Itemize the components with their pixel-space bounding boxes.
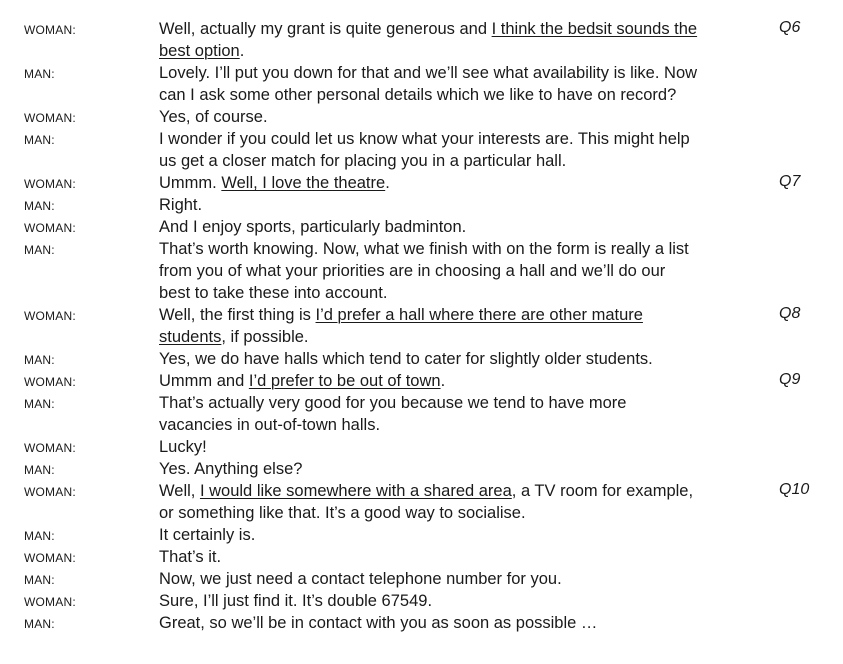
dialogue-line: [159, 84, 676, 106]
dialogue-line: [159, 128, 690, 150]
dialogue-text: from you of what your priorities are in choosing a hall and we’ll do our: [159, 262, 666, 280]
speaker-label: WOMAN:: [24, 551, 76, 565]
dialogue-line: [159, 348, 653, 370]
dialogue-line: [159, 150, 566, 172]
speaker-label: MAN:: [24, 199, 55, 213]
dialogue-text: And I enjoy sports, particularly badminton.: [159, 218, 467, 236]
speaker-label: MAN:: [24, 243, 55, 257]
dialogue-line: [159, 40, 244, 62]
speaker-label: WOMAN:: [24, 221, 76, 235]
dialogue-text: Yes, we do have halls which tend to cater for slightly older students.: [159, 350, 653, 368]
dialogue-text: Right.: [159, 196, 203, 214]
speaker-label: MAN:: [24, 353, 55, 367]
speaker-label: WOMAN:: [24, 441, 76, 455]
dialogue-line: [159, 546, 221, 568]
underlined-answer: students: [159, 328, 222, 346]
dialogue-text: Ummm and: [159, 372, 249, 390]
dialogue-text: best to take these into account.: [159, 284, 388, 302]
dialogue-line: [159, 480, 693, 502]
dialogue-line: [159, 436, 207, 458]
speaker-label: MAN:: [24, 397, 55, 411]
question-number: Q10: [779, 481, 810, 498]
dialogue-line: [159, 172, 390, 194]
dialogue-text: Ummm.: [159, 174, 222, 192]
underlined-answer: I would like somewhere with a shared area: [199, 482, 512, 500]
speaker-label: WOMAN:: [24, 309, 76, 323]
dialogue-text: .: [385, 174, 390, 192]
dialogue-line: [159, 194, 202, 216]
dialogue-text: Well, actually my grant is quite generous and: [159, 20, 492, 38]
dialogue-text: Well,: [159, 482, 200, 500]
question-number: Q9: [779, 371, 801, 388]
question-number: Q8: [779, 305, 801, 322]
speaker-label: WOMAN:: [24, 111, 76, 125]
speaker-label: MAN:: [24, 133, 55, 147]
dialogue-text: I wonder if you could let us know what your interests are. This might help: [159, 130, 690, 148]
dialogue-text: That’s actually very good for you because we tend to have more: [159, 394, 627, 412]
dialogue-line: [159, 590, 432, 612]
dialogue-line: [159, 304, 643, 326]
dialogue-text: , a TV room for example,: [511, 482, 694, 500]
speaker-label: MAN:: [24, 67, 55, 81]
dialogue-text: us get a closer match for placing you in a particular hall.: [159, 152, 567, 170]
speaker-label: WOMAN:: [24, 375, 76, 389]
dialogue-text: Lucky!: [159, 438, 207, 456]
dialogue-line: [159, 18, 697, 40]
dialogue-text: vacancies in out-of-town halls.: [159, 416, 381, 434]
underlined-answer: I think the bedsit sounds the: [491, 20, 698, 38]
dialogue-line: [159, 612, 597, 634]
dialogue-text: Great, so we’ll be in contact with you as soon as possible …: [159, 614, 598, 632]
underlined-answer: I’d prefer a hall where there are other mature: [315, 306, 643, 324]
dialogue-line: [159, 458, 302, 480]
speaker-label: MAN:: [24, 463, 55, 477]
dialogue-text: Yes. Anything else?: [159, 460, 303, 478]
dialogue-line: [159, 260, 665, 282]
dialogue-text: .: [239, 42, 245, 60]
underlined-answer: best option: [159, 42, 240, 60]
dialogue-text: That’s worth knowing. Now, what we finish with on the form is really a list: [159, 240, 689, 258]
dialogue-text: can I ask some other personal details which we like to have on record?: [159, 86, 677, 104]
dialogue-line: [159, 238, 689, 260]
dialogue-line: [159, 524, 255, 546]
dialogue-line: [159, 392, 626, 414]
dialogue-line: [159, 106, 268, 128]
dialogue-line: [159, 326, 309, 348]
dialogue-line: [159, 414, 380, 436]
speaker-label: WOMAN:: [24, 23, 76, 37]
dialogue-text: Well, the first thing is: [159, 306, 316, 324]
dialogue-text: Sure, I’ll just find it. It’s double 67549.: [159, 592, 433, 610]
dialogue-line: [159, 502, 526, 524]
underlined-answer: Well, I love the theatre: [221, 174, 386, 192]
dialogue-line: [159, 370, 445, 392]
question-number: Q7: [779, 173, 801, 190]
speaker-label: WOMAN:: [24, 595, 76, 609]
dialogue-line: [159, 62, 697, 84]
speaker-label: MAN:: [24, 529, 55, 543]
dialogue-line: [159, 568, 562, 590]
dialogue-text: Yes, of course.: [159, 108, 268, 126]
dialogue-text: That’s it.: [159, 548, 222, 566]
speaker-label: MAN:: [24, 617, 55, 631]
dialogue-text: Now, we just need a contact telephone number for you.: [159, 570, 562, 588]
dialogue-line: [159, 216, 466, 238]
dialogue-text: .: [440, 372, 446, 390]
speaker-label: WOMAN:: [24, 177, 76, 191]
dialogue-text: or something like that. It’s a good way to socialise.: [159, 504, 526, 522]
question-number: Q6: [779, 19, 801, 36]
dialogue-line: [159, 282, 387, 304]
dialogue-text: , if possible.: [221, 328, 309, 346]
speaker-label: MAN:: [24, 573, 55, 587]
dialogue-text: It certainly is.: [159, 526, 256, 544]
dialogue-text: Lovely. I’ll put you down for that and we’ll see what availability is like. Now: [159, 64, 698, 82]
underlined-answer: I’d prefer to be out of town: [248, 372, 441, 390]
speaker-label: WOMAN:: [24, 485, 76, 499]
